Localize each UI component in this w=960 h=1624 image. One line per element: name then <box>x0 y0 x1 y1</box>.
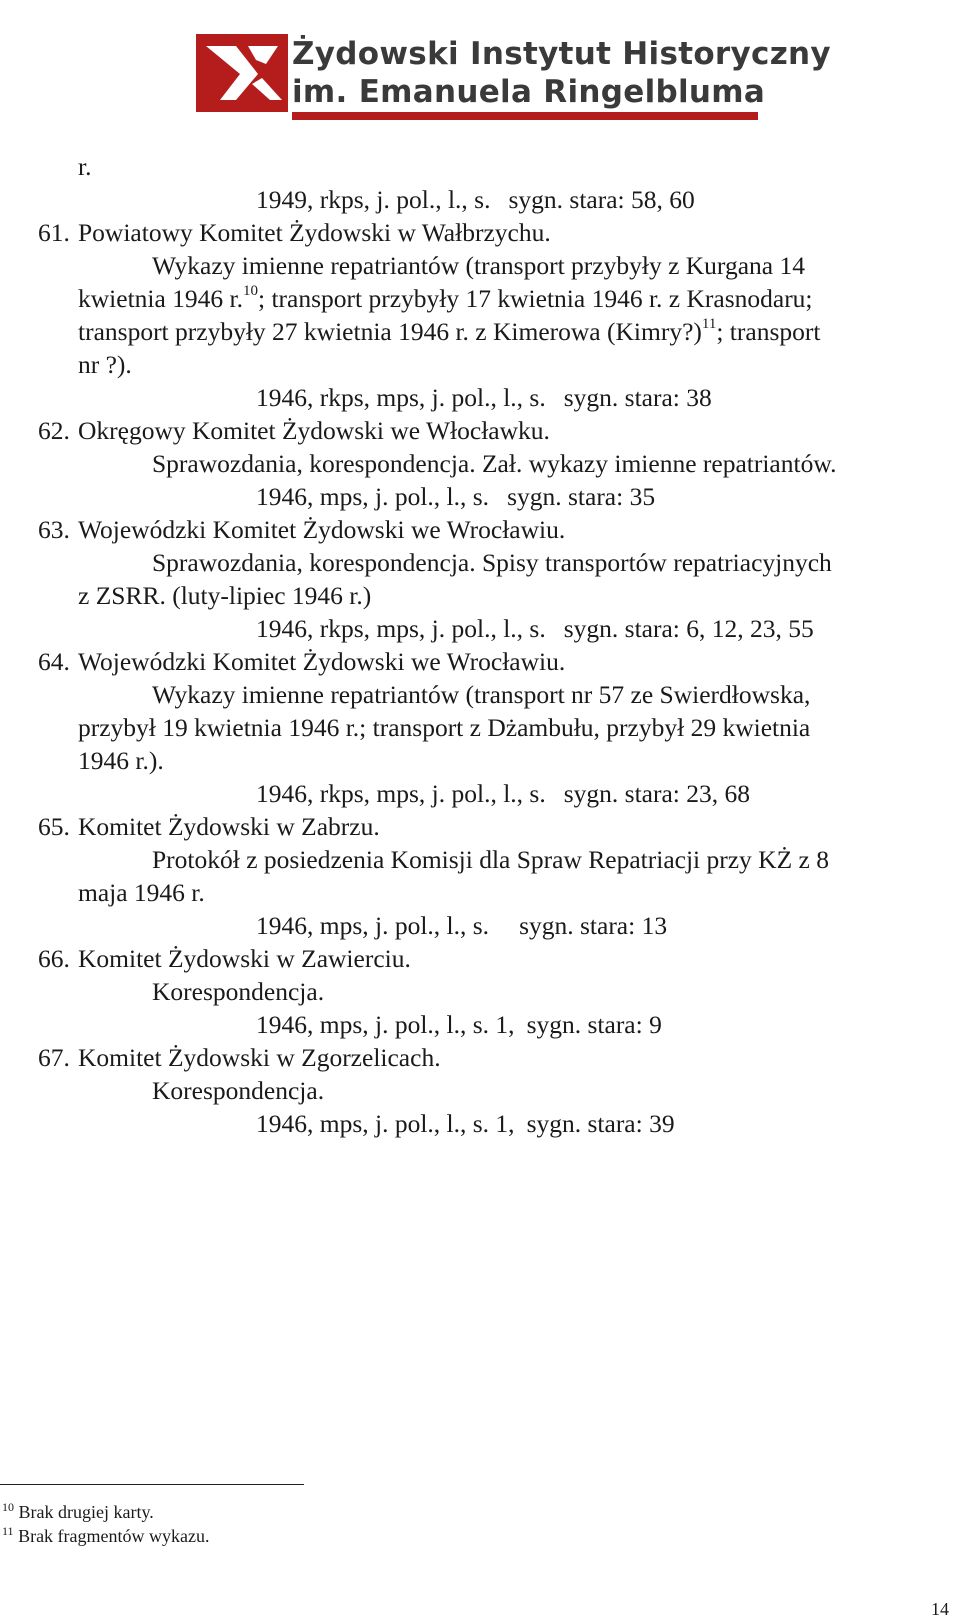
entry-description: Sprawozdania, korespondencja. Zał. wykazy imienne repatriantów. <box>152 449 837 478</box>
footnote-text: Brak fragmentów wykazu. <box>18 1526 210 1546</box>
footnote-number: 10 <box>2 1500 14 1514</box>
footnote-number: 11 <box>2 1524 14 1538</box>
entry-meta <box>256 777 750 811</box>
entry-description: Wykazy imienne repatriantów (transport przybyły z Kurgana 14 <box>152 251 805 280</box>
entry-description: Korespondencja. <box>152 1076 325 1105</box>
entry-description: przybył 19 kwietnia 1946 r.; transport z Dżambułu, przybył 29 kwietnia <box>78 713 811 742</box>
meta-signature: sygn. stara: 35 <box>507 482 656 511</box>
entry-number: 67. <box>38 1043 70 1072</box>
zih-logo-icon <box>196 34 288 112</box>
meta-physical: 1946, rkps, mps, j. pol., l., s. <box>256 383 546 412</box>
entry-title: Okręgowy Komitet Żydowski we Włocławku. <box>78 416 550 445</box>
meta-physical: 1946, mps, j. pol., l., s. <box>256 482 490 511</box>
meta-physical: 1946, mps, j. pol., l., s. <box>256 911 490 940</box>
entry-meta <box>256 1008 662 1042</box>
meta-physical: 1946, mps, j. pol., l., s. 1, <box>256 1109 515 1138</box>
meta-signature: sygn. stara: 38 <box>563 383 712 412</box>
entry-description: Sprawozdania, korespondencja. Spisy transportów repatriacyjnych <box>152 548 832 577</box>
meta-physical: 1949, rkps, j. pol., l., s. <box>256 185 491 214</box>
meta-signature: sygn. stara: 23, 68 <box>563 779 751 808</box>
meta-signature: sygn. stara: 13 <box>519 911 668 940</box>
institute-logo <box>196 34 831 120</box>
entry-description: transport przybyły 27 kwietnia 1946 r. z Kimerowa (Kimry?)$^{11}$; transport <box>78 316 821 346</box>
entry-description: 1946 r.). <box>78 746 164 775</box>
entry-meta <box>256 1107 675 1141</box>
footnote-ref[interactable]: 11 <box>701 316 717 332</box>
meta-physical: 1946, rkps, mps, j. pol., l., s. <box>256 779 546 808</box>
entry-title: Komitet Żydowski w Zawierciu. <box>78 944 411 973</box>
entry-description: Protokół z posiedzenia Komisji dla Spraw Repatriacji przy KŻ z 8 <box>152 845 829 874</box>
meta-physical: 1946, rkps, mps, j. pol., l., s. <box>256 614 546 643</box>
meta-signature: sygn. stara: 6, 12, 23, 55 <box>563 614 814 643</box>
entry-title: Wojewódzki Komitet Żydowski we Wrocławiu. <box>78 647 566 676</box>
footnote-ref[interactable]: 10 <box>243 283 259 299</box>
entry-meta <box>256 612 814 646</box>
footnote-separator <box>0 1484 304 1485</box>
entry-description: Wykazy imienne repatriantów (transport nr 57 ze Swierdłowska, <box>152 680 811 709</box>
entry-description: maja 1946 r. <box>78 878 205 907</box>
entry-meta <box>256 480 655 514</box>
meta-physical: 1946, mps, j. pol., l., s. 1, <box>256 1010 515 1039</box>
continuation-text: r. <box>78 152 92 181</box>
entry-number: 66. <box>38 944 70 973</box>
entry-title: Komitet Żydowski w Zabrzu. <box>78 812 380 841</box>
entry-description: nr ?). <box>78 350 132 379</box>
entry-description: Korespondencja. <box>152 977 325 1006</box>
meta-signature: sygn. stara: 58, 60 <box>508 185 695 214</box>
footnote-text: Brak drugiej karty. <box>18 1502 154 1522</box>
entry-meta <box>256 381 712 415</box>
entry-title: Powiatowy Komitet Żydowski w Wałbrzychu. <box>78 218 551 247</box>
page-number: 14 <box>931 1599 949 1619</box>
meta-signature: sygn. stara: 39 <box>526 1109 675 1138</box>
entry-60-meta <box>256 183 695 217</box>
institute-name: Żydowski Instytut Historyczny <box>292 36 831 72</box>
entry-meta <box>256 909 667 943</box>
entry-number: 63. <box>38 515 70 544</box>
entry-number: 65. <box>38 812 70 841</box>
logo-underline <box>292 112 758 120</box>
footnote-11 <box>2 1524 210 1548</box>
entry-description: kwietnia 1946 r.$^{10}$; transport przybyły 17 kwietnia 1946 r. z Krasnodaru; <box>78 283 813 313</box>
entry-number: 61. <box>38 218 70 247</box>
meta-signature: sygn. stara: 9 <box>526 1010 662 1039</box>
institute-subname: im. Emanuela Ringelbluma <box>292 74 766 110</box>
footnote-10 <box>2 1500 154 1524</box>
entry-title: Wojewódzki Komitet Żydowski we Wrocławiu. <box>78 515 566 544</box>
entry-description: z ZSRR. (luty-lipiec 1946 r.) <box>78 581 372 610</box>
entry-number: 62. <box>38 416 70 445</box>
entry-number: 64. <box>38 647 70 676</box>
entry-title: Komitet Żydowski w Zgorzelicach. <box>78 1043 441 1072</box>
